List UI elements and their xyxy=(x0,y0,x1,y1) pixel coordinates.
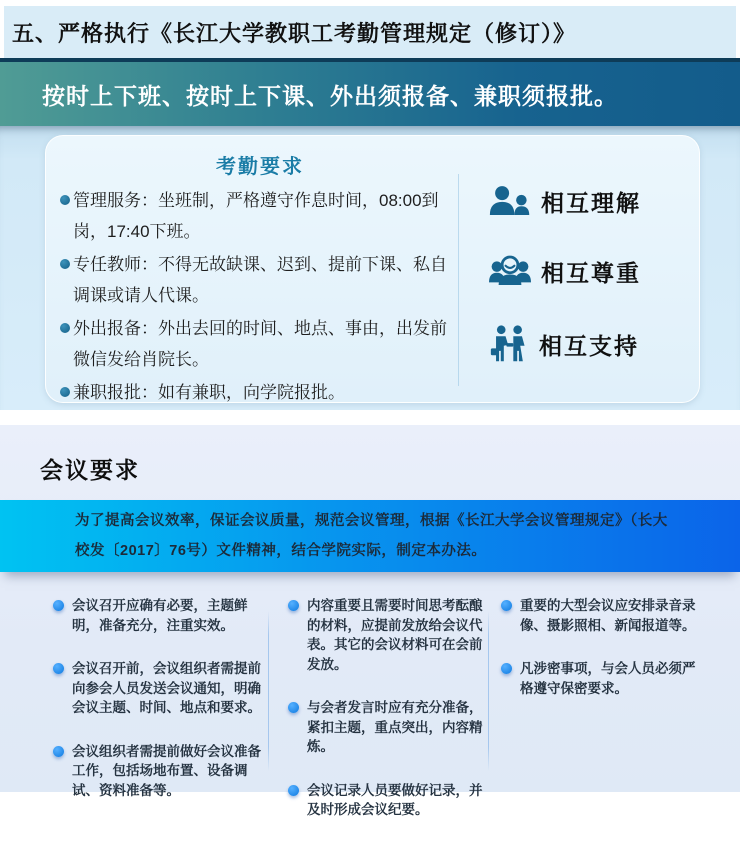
meeting-rule-text: 重要的大型会议应安排录音录像、摄影照相、新闻报道等。 xyxy=(520,598,696,633)
list-item xyxy=(60,185,460,247)
list-item xyxy=(60,313,460,375)
bullet-dot-icon xyxy=(53,600,64,611)
two-people-icon xyxy=(489,185,531,217)
meeting-rules-columns xyxy=(45,596,720,844)
value-label: 相互理解 xyxy=(541,189,641,216)
attendance-slogan-banner xyxy=(0,58,740,126)
meeting-rule-text: 会议召开前，会议组织者需提前向参会人员发送会议通知，明确会议主题、时间、地点和要求。 xyxy=(72,661,261,715)
meeting-rules-column-1 xyxy=(45,596,268,844)
meeting-policy-text: 为了提高会议效率，保证会议质量，规范会议管理，根据《长江大学会议管理规定》（长大校发〔2017〕76号）文件精神，结合学院实际，制定本办法。 xyxy=(75,513,668,559)
bullet-dot-icon xyxy=(501,600,512,611)
attendance-rules-column xyxy=(60,142,460,410)
section-gap xyxy=(0,410,740,425)
list-item xyxy=(501,596,704,635)
meeting-rules-column-3 xyxy=(489,596,704,844)
attendance-section xyxy=(0,126,740,410)
bullet-dot-icon xyxy=(60,195,70,205)
meeting-heading: 会议要求 xyxy=(40,457,140,483)
bullet-dot-icon xyxy=(53,663,64,674)
people-group-icon xyxy=(489,255,531,287)
meeting-rule-text: 内容重要且需要时间思考酝酿的材料，应提前发放给会议代表。其它的会议材料可在会前发放。 xyxy=(307,598,483,672)
list-item xyxy=(53,596,268,635)
list-item xyxy=(60,249,460,311)
list-item xyxy=(60,377,460,408)
list-item xyxy=(288,781,488,820)
meeting-rule-text: 会议记录人员要做好记录，并及时形成会议纪要。 xyxy=(307,782,483,817)
value-label: 相互支持 xyxy=(539,332,639,359)
bullet-dot-icon xyxy=(60,323,70,333)
meeting-rule-text: 会议组织者需提前做好会议准备工作，包括场地布置、设备调试、资料准备等。 xyxy=(72,743,261,798)
value-row-respect xyxy=(471,255,689,288)
attendance-rule-text: 专任教师：不得无故缺课、迟到、提前下课、私自调课或请人代课。 xyxy=(73,255,447,305)
vertical-divider xyxy=(458,174,459,386)
attendance-card xyxy=(45,135,700,403)
bullet-dot-icon xyxy=(60,387,70,397)
list-item xyxy=(53,659,268,718)
list-item xyxy=(288,596,488,674)
meeting-section xyxy=(0,425,740,817)
section1-title-bar xyxy=(4,6,736,58)
bullet-dot-icon xyxy=(60,259,70,269)
page-title: 五、严格执行《长江大学教职工考勤管理规定（修订）》 xyxy=(12,20,577,46)
attendance-rule-text: 兼职报批：如有兼职，向学院报批。 xyxy=(73,383,345,402)
meeting-rule-text: 与会者发言时应有充分准备，紧扣主题，重点突出，内容精炼。 xyxy=(307,700,483,754)
meeting-rule-text: 会议召开应确有必要，主题鲜明，准备充分，注重实效。 xyxy=(72,598,248,633)
people-holding-hands-icon xyxy=(489,325,529,363)
attendance-rule-text: 管理服务：坐班制，严格遵守作息时间，08:00到岗，17:40下班。 xyxy=(73,191,439,241)
bullet-dot-icon xyxy=(288,785,299,796)
meeting-rules-column-2 xyxy=(269,596,488,844)
list-item xyxy=(501,659,704,698)
bullet-dot-icon xyxy=(288,702,299,713)
attendance-slogan-text: 按时上下班、按时上下课、外出须报备、兼职须报批。 xyxy=(42,82,618,109)
value-row-understand xyxy=(471,185,689,218)
bullet-dot-icon xyxy=(501,663,512,674)
bullet-dot-icon xyxy=(288,600,299,611)
meeting-policy-banner xyxy=(0,500,740,572)
meeting-rule-text: 凡涉密事项，与会人员必须严格遵守保密要求。 xyxy=(520,661,696,696)
mutual-values-column xyxy=(471,166,689,382)
list-item xyxy=(288,698,488,757)
attendance-rule-text: 外出报备：外出去回的时间、地点、事由，出发前微信发给肖院长。 xyxy=(73,319,447,369)
bullet-dot-icon xyxy=(53,746,64,757)
value-label: 相互尊重 xyxy=(541,259,641,286)
list-item xyxy=(53,742,268,801)
value-row-support xyxy=(471,325,689,363)
attendance-card-heading: 考勤要求 xyxy=(216,156,304,178)
